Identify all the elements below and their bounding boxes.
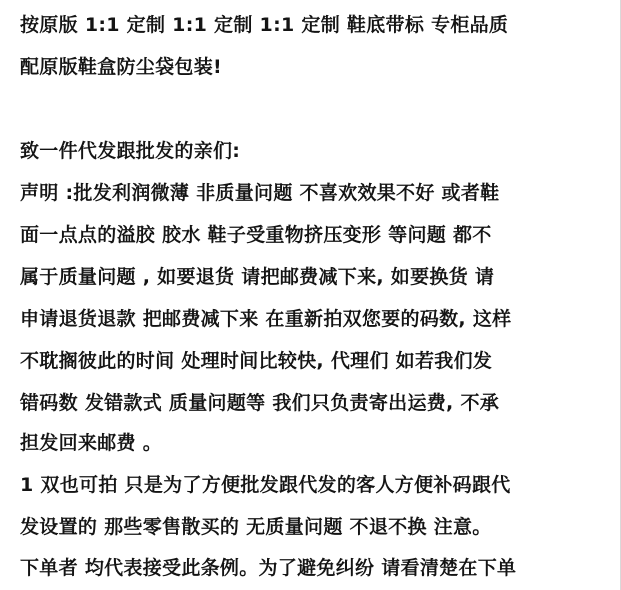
body-line-10: 发设置的 那些零售散买的 无质量问题 不退不换 注意。 [20, 516, 492, 538]
body-line-6: 不耽搁彼此的时间 处理时间比较快, 代理们 如若我们发 [20, 350, 493, 372]
body-line-2: 声明 :批发利润微薄 非质量问题 不喜欢效果不好 或者鞋 [20, 182, 500, 204]
body-line-1: 致一件代发跟批发的亲们: [20, 140, 241, 162]
body-line-7: 错码数 发错款式 质量问题等 我们只负责寄出运费, 不承 [20, 392, 500, 414]
body-line-11: 下单者 均代表接受此条例。为了避免纠纷 请看清楚在下单 [20, 557, 517, 579]
body-line-4: 属于质量问题 , 如要退货 请把邮费减下来, 如要换货 请 [20, 266, 495, 288]
heading-line-1: 按原版 1:1 定制 1:1 定制 1:1 定制 鞋底带标 专柜品质 [20, 14, 509, 36]
body-line-5: 申请退货退款 把邮费减下来 在重新拍双您要的码数, 这样 [20, 308, 512, 330]
heading-line-2: 配原版鞋盒防尘袋包装! [20, 56, 222, 78]
body-line-9: 1 双也可拍 只是为了方便批发跟代发的客人方便补码跟代 [20, 474, 511, 496]
body-line-3: 面一点点的溢胶 胶水 鞋子受重物挤压变形 等问题 都不 [20, 224, 492, 246]
body-line-8: 担发回来邮费 。 [20, 432, 163, 454]
